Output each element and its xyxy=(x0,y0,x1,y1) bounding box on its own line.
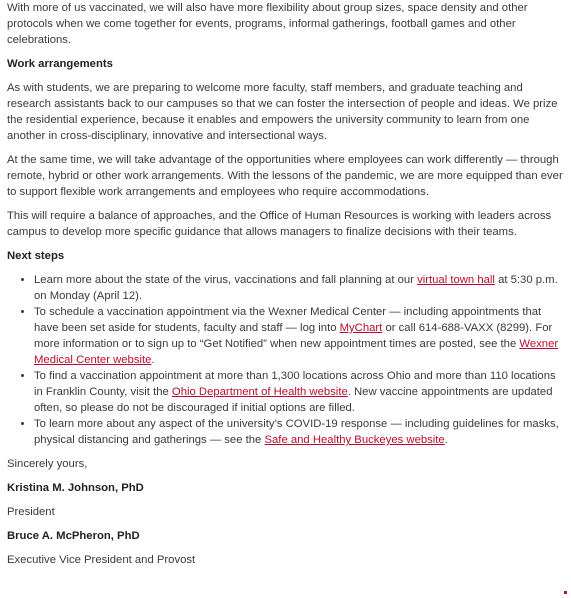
list-item-town-hall: • Learn more about the state of the virus, vaccinations and fall planning at our virtual town hall at 5:30 p.m. on Monday (April 12). xyxy=(34,272,563,304)
signer-2-name: Bruce A. McPheron, PhD xyxy=(7,530,140,542)
signer-1-name: Kristina M. Johnson, PhD xyxy=(7,482,144,494)
work-arrangements-heading: Work arrangements xyxy=(7,58,113,70)
corner-marker xyxy=(564,591,567,594)
mychart-link[interactable]: MyChart xyxy=(339,322,383,334)
virtual-town-hall-link[interactable]: virtual town hall xyxy=(417,274,495,286)
wexner-medical-center-link[interactable]: Wexner Medical Center website xyxy=(34,338,559,366)
work-paragraph-2: At the same time, we will take advantage of the opportunities where employees can work differently — through remote, hybrid or other work arrangements. With the lessons of the pandemic, we are more equipped than ever to support flexible work arrangements and employees who require accommodations. xyxy=(7,154,563,198)
list-item-ohio-locations: • To find a vaccination appointment at more than 1,300 locations across Ohio and more than 110 locations in Franklin County, visit the Ohio Department of Health website. New vaccine appointments are updated often, so please do not be discouraged if initial options are filled. xyxy=(34,368,563,416)
work-paragraph-1: As with students, we are preparing to welcome more faculty, staff members, and graduate teaching and research assistants back to our campuses so that we can foster the intersection of people and ideas. We prize the residential experience, because it enables and empowers the university community to learn from one another in cross-disciplinary, innovative and intersectional ways. xyxy=(7,82,558,142)
signer-2-title: Executive Vice President and Provost xyxy=(7,554,196,566)
letter-body xyxy=(7,0,563,576)
work-paragraph-3: This will require a balance of approaches, and the Office of Human Resources is working with leaders across campus to develop more specific guidance that allows managers to finalize decisions with their teams. xyxy=(7,210,552,238)
next-steps-heading: Next steps xyxy=(7,250,65,262)
list-item-covid-response: • To learn more about any aspect of the university’s COVID-19 response — including guidelines for masks, physical distancing and gatherings — see the Safe and Healthy Buckeyes website. xyxy=(34,416,563,448)
signer-1-title: President xyxy=(7,506,55,518)
intro-paragraph: With more of us vaccinated, we will also have more flexibility about group sizes, space density and other protocols when we come together for events, programs, informal gatherings, football games and other celebrations. xyxy=(7,2,528,46)
next-steps-list xyxy=(7,272,563,448)
salutation: Sincerely yours, xyxy=(7,458,88,470)
ohio-department-of-health-link[interactable]: Ohio Department of Health website xyxy=(171,386,348,398)
list-item-vaccination-schedule: • To schedule a vaccination appointment via the Wexner Medical Center — including appointments that have been set aside for students, faculty and staff — log into MyChart or call 614-688-VAXX (8299). For more information or to sign up to “Get Notified” when new appointment times are posted, see the Wexner Medical Center website. xyxy=(34,304,563,368)
safe-and-healthy-buckeyes-link[interactable]: Safe and Healthy Buckeyes website xyxy=(264,434,445,446)
